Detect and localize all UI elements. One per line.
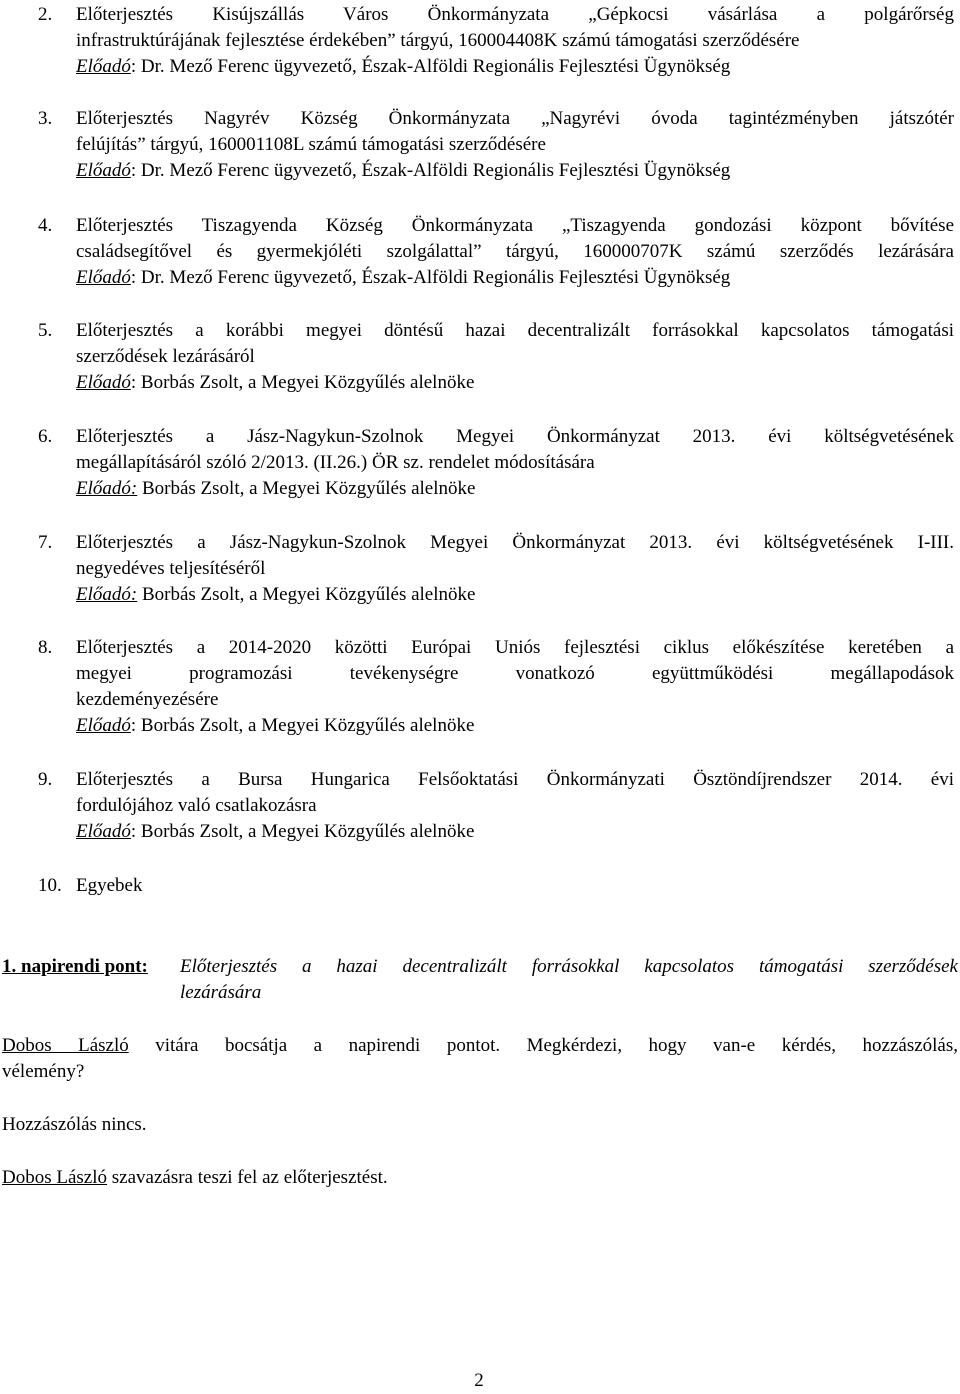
item-line: Előterjesztés a 2014-2020 közötti Európai Uniós fejlesztési ciklus előkészítése keretében a: [76, 637, 954, 658]
presenter-line: [76, 54, 954, 80]
paragraph: [2, 1033, 958, 1085]
item-number: 5.: [38, 320, 53, 341]
presenter-line: [76, 819, 954, 845]
presenter-label: Előadó: [76, 372, 131, 393]
paragraph-line: [2, 1165, 958, 1191]
item-content: [76, 2, 954, 80]
presenter-text: Borbás Zsolt, a Megyei Közgyűlés alelnöke: [137, 478, 476, 499]
page-number: 2: [474, 1370, 484, 1391]
item-line: Előterjesztés Tiszagyenda Község Önkormányzata „Tiszagyenda gondozási központ bővítése: [76, 215, 954, 236]
item-line: negyedéves teljesítéséről: [76, 558, 266, 579]
item-line: Előterjesztés a Jász-Nagykun-Szolnok Megyei Önkormányzat 2013. évi költségvetésének: [76, 426, 954, 447]
item-content: [76, 213, 954, 291]
presenter-line: [76, 158, 954, 184]
item-line: kezdeményezésére: [76, 689, 219, 710]
presenter-label: Előadó: [76, 56, 131, 77]
paragraph: [2, 1112, 958, 1138]
paragraph-text: Hozzászólás nincs.: [2, 1114, 147, 1135]
presenter-label: Előadó: [76, 160, 131, 181]
presenter-text: : Borbás Zsolt, a Megyei Közgyűlés alelnöke: [130, 715, 475, 736]
item-content: [76, 318, 954, 396]
item-line: szerződések lezárásáról: [76, 346, 255, 367]
item-line: Előterjesztés Kisújszállás Város Önkormányzata „Gépkocsi vásárlása a polgárőrség: [76, 4, 954, 25]
item-line: Egyebek: [76, 875, 143, 896]
item-line: családsegítővel és gyermekjóléti szolgálattal” tárgyú, 160000707K számú szerződés lezárására: [76, 241, 954, 262]
item-content: [76, 873, 954, 899]
presenter-text: Borbás Zsolt, a Megyei Közgyűlés alelnöke: [137, 584, 476, 605]
item-line: Előterjesztés a Jász-Nagykun-Szolnok Megyei Önkormányzat 2013. évi költségvetésének I-III.: [76, 532, 954, 553]
item-number: 9.: [38, 769, 53, 790]
item-line: felújítás” tárgyú, 160001108L számú támogatási szerződésére: [76, 134, 546, 155]
item-number: 2.: [38, 4, 53, 25]
presenter-line: [76, 370, 954, 396]
presenter-text: : Borbás Zsolt, a Megyei Közgyűlés alelnöke: [130, 372, 475, 393]
item-line: megyei programozási tevékenységre vonatkozó együttműködési megállapodások: [76, 663, 954, 684]
presenter-text: : Dr. Mező Ferenc ügyvezető, Észak-Alföldi Regionális Fejlesztési Ügynökség: [130, 160, 731, 181]
agenda-point-title: [180, 954, 958, 1006]
presenter-line: [76, 582, 954, 608]
paragraph-text: szavazásra teszi fel az előterjesztést.: [107, 1167, 388, 1188]
item-line: infrastruktúrájának fejlesztése érdekében” tárgyú, 160004408K számú támogatási szerződésére: [76, 30, 800, 51]
item-line: megállapításáról szóló 2/2013. (II.26.) ÖR sz. rendelet módosítására: [76, 452, 595, 473]
presenter-label: Előadó:: [76, 584, 138, 605]
item-content: [76, 767, 954, 845]
presenter-line: [76, 265, 954, 291]
presenter-line: [76, 713, 954, 739]
agenda-point-heading: [2, 954, 958, 1006]
presenter-text: : Borbás Zsolt, a Megyei Közgyűlés alelnöke: [130, 821, 475, 842]
item-line: fordulójához való csatlakozásra: [76, 795, 317, 816]
item-number: 6.: [38, 426, 53, 447]
agenda-point-line: lezárására: [180, 982, 262, 1003]
item-line: Előterjesztés Nagyrév Község Önkormányzata „Nagyrévi óvoda tagintézményben játszótér: [76, 108, 954, 129]
paragraph-text: vitára bocsátja a napirendi pontot. Megkérdezi, hogy van-e kérdés, hozzászólás,: [128, 1035, 958, 1056]
agenda-point-label: 1. napirendi pont:: [2, 956, 148, 977]
item-content: [76, 424, 954, 502]
presenter-text: : Dr. Mező Ferenc ügyvezető, Észak-Alföldi Regionális Fejlesztési Ügynökség: [130, 267, 731, 288]
item-content: [76, 530, 954, 608]
item-number: 3.: [38, 108, 53, 129]
speaker-name: Dobos László: [2, 1167, 108, 1188]
presenter-label: Előadó: [76, 821, 131, 842]
item-line: Előterjesztés a Bursa Hungarica Felsőoktatási Önkormányzati Ösztöndíjrendszer 2014. évi: [76, 769, 954, 790]
presenter-label: Előadó: [76, 267, 131, 288]
paragraph-line: vélemény?: [2, 1061, 85, 1082]
item-number: 8.: [38, 637, 53, 658]
presenter-line: [76, 476, 954, 502]
paragraph: [2, 1165, 958, 1191]
speaker-name: Dobos László: [2, 1035, 129, 1056]
item-content: [76, 106, 954, 184]
item-number: 4.: [38, 215, 53, 236]
presenter-label: Előadó: [76, 715, 131, 736]
presenter-label: Előadó:: [76, 478, 138, 499]
presenter-text: : Dr. Mező Ferenc ügyvezető, Észak-Alföldi Regionális Fejlesztési Ügynökség: [130, 56, 731, 77]
item-number: 7.: [38, 532, 53, 553]
item-number: 10.: [38, 875, 62, 896]
item-line: Előterjesztés a korábbi megyei döntésű hazai decentralizált forrásokkal kapcsolatos támogatási: [76, 320, 954, 341]
agenda-point-line: Előterjesztés a hazai decentralizált forrásokkal kapcsolatos támogatási szerződések: [180, 956, 958, 977]
paragraph-line: [2, 1033, 958, 1059]
item-content: [76, 635, 954, 739]
